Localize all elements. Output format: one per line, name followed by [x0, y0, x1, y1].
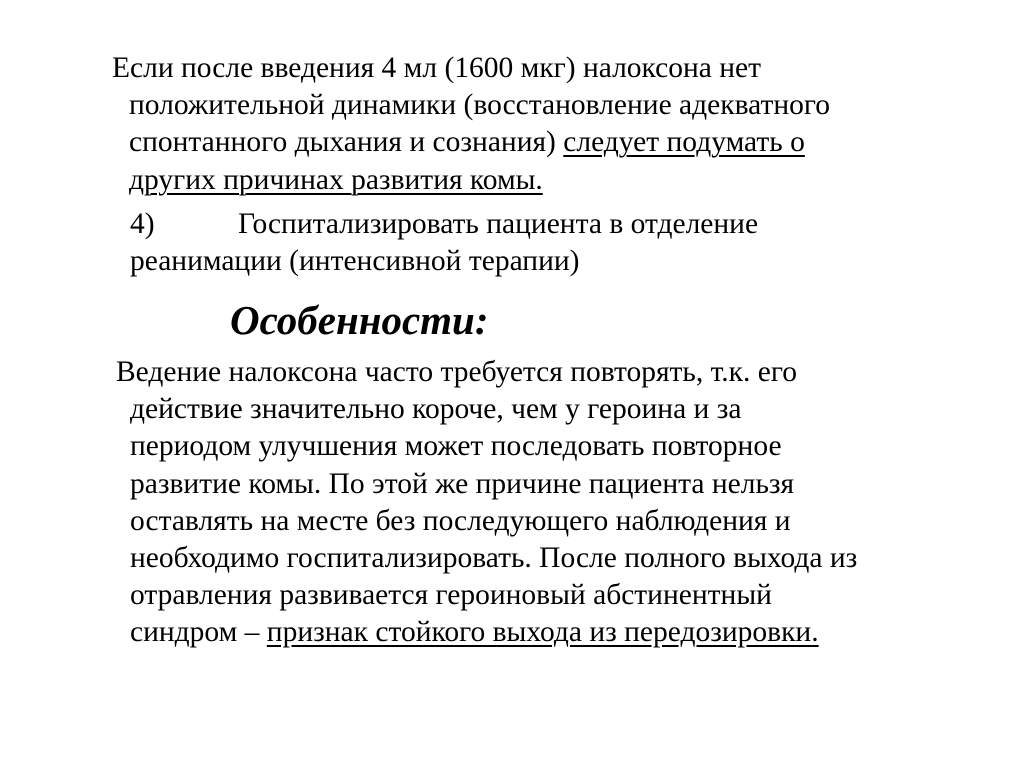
paragraph-line-text: синдром –: [130, 616, 260, 649]
paragraph-naloxone-dose: [112, 50, 830, 199]
paragraph-line-with-emphasis: [112, 124, 830, 161]
paragraph-line: Если после введения 4 мл (1600 мкг) налоксона нет: [112, 52, 762, 84]
paragraph-line: оставлять на месте без последующего наблюдения и: [130, 504, 791, 537]
list-item-4: [130, 206, 758, 280]
paragraph-line: действие значительно короче, чем у героина и за: [130, 393, 742, 426]
paragraph-line: Ведение налоксона часто требуется повторять, т.к. его: [116, 356, 797, 388]
paragraph-line: необходимо госпитализировать. После полного выхода из: [130, 541, 858, 574]
paragraph-line: развитие комы. По этой же причине пациента нельзя: [130, 467, 795, 500]
underlined-phrase: следует подумать о: [563, 126, 805, 159]
underlined-phrase: других причинах развития комы.: [129, 163, 543, 196]
paragraph-line-underlined: [112, 162, 830, 199]
paragraph-line-text: спонтанного дыхания и сознания): [129, 126, 556, 159]
paragraph-line: периодом улучшения может последовать повторное: [130, 430, 782, 463]
list-item-text: Госпитализировать пациента в отделение: [238, 208, 759, 240]
section-heading: Особенности:: [230, 297, 489, 343]
list-item-second-line: реанимации (интенсивной терапии): [130, 245, 580, 278]
paragraph-features: [116, 354, 857, 652]
underlined-phrase: признак стойкого выхода из передозировки.: [266, 616, 819, 649]
paragraph-line: отравления развивается героиновый абстинентный: [130, 579, 772, 612]
list-item-first-line: [130, 206, 758, 243]
paragraph-line: положительной динамики (восстановление адекватного: [129, 89, 830, 122]
list-item-number: 4): [130, 208, 155, 240]
paragraph-line-with-emphasis: [116, 614, 857, 651]
